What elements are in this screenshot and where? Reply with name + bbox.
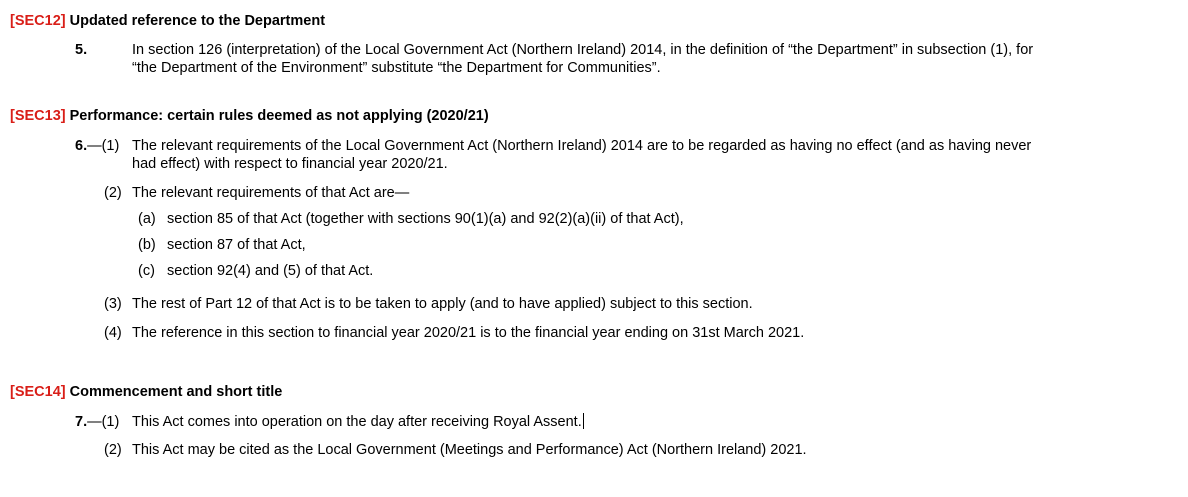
- subsection-label: (3): [104, 296, 122, 312]
- subsection-label: —(1): [87, 414, 120, 430]
- section-title: Updated reference to the Department: [69, 13, 326, 29]
- subsection-1: [75, 413, 119, 431]
- text-cursor: [583, 413, 584, 429]
- section-number: 6.: [75, 138, 88, 154]
- section-heading-sec12: [10, 13, 325, 29]
- list-item-label: (c): [138, 263, 155, 279]
- subsection-text: This Act comes into operation on the day after receiving Royal Assent.: [132, 414, 582, 430]
- section-title: Performance: certain rules deemed as not applying (2020/21): [69, 108, 489, 124]
- subsection-text: The relevant requirements of the Local Government Act (Northern Ireland) 2014 are to be regarded as having no effect (and as having never: [132, 138, 1032, 154]
- list-item-label: (a): [138, 211, 156, 227]
- section-number: 5.: [75, 42, 88, 58]
- section-heading-sec13: [10, 108, 489, 124]
- subsection-text: The relevant requirements of that Act are—: [132, 185, 410, 201]
- section-tag: [SEC13]: [10, 108, 66, 124]
- section-body-line: In section 126 (interpretation) of the Local Government Act (Northern Ireland) 2014, in the definition of “the Department” in subsection (1), for: [132, 42, 1034, 58]
- subsection-label: (2): [104, 442, 122, 458]
- subsection-1: [75, 137, 119, 155]
- subsection-text-editable[interactable]: [132, 413, 584, 431]
- subsection-label: (4): [104, 325, 122, 341]
- section-tag: [SEC14]: [10, 384, 66, 400]
- section-tag: [SEC12]: [10, 13, 66, 29]
- list-item-text: section 85 of that Act (together with sections 90(1)(a) and 92(2)(a)(ii) of that Act),: [167, 211, 684, 227]
- subsection-text: This Act may be cited as the Local Government (Meetings and Performance) Act (Northern Ireland) 2021.: [132, 442, 807, 458]
- section-body-line: “the Department of the Environment” substitute “the Department for Communities”.: [132, 60, 661, 76]
- section-number: 7.: [75, 414, 88, 430]
- section-title: Commencement and short title: [69, 384, 283, 400]
- subsection-text: The rest of Part 12 of that Act is to be taken to apply (and to have applied) subject to this section.: [132, 296, 753, 312]
- section-heading-sec14: [10, 384, 282, 400]
- subsection-text: The reference in this section to financial year 2020/21 is to the financial year ending on 31st March 2021.: [132, 325, 805, 341]
- list-item-text: section 87 of that Act,: [167, 237, 306, 253]
- list-item-label: (b): [138, 237, 156, 253]
- subsection-label: —(1): [87, 138, 120, 154]
- subsection-text: had effect) with respect to financial year 2020/21.: [132, 156, 448, 172]
- subsection-label: (2): [104, 185, 122, 201]
- list-item-text: section 92(4) and (5) of that Act.: [167, 263, 374, 279]
